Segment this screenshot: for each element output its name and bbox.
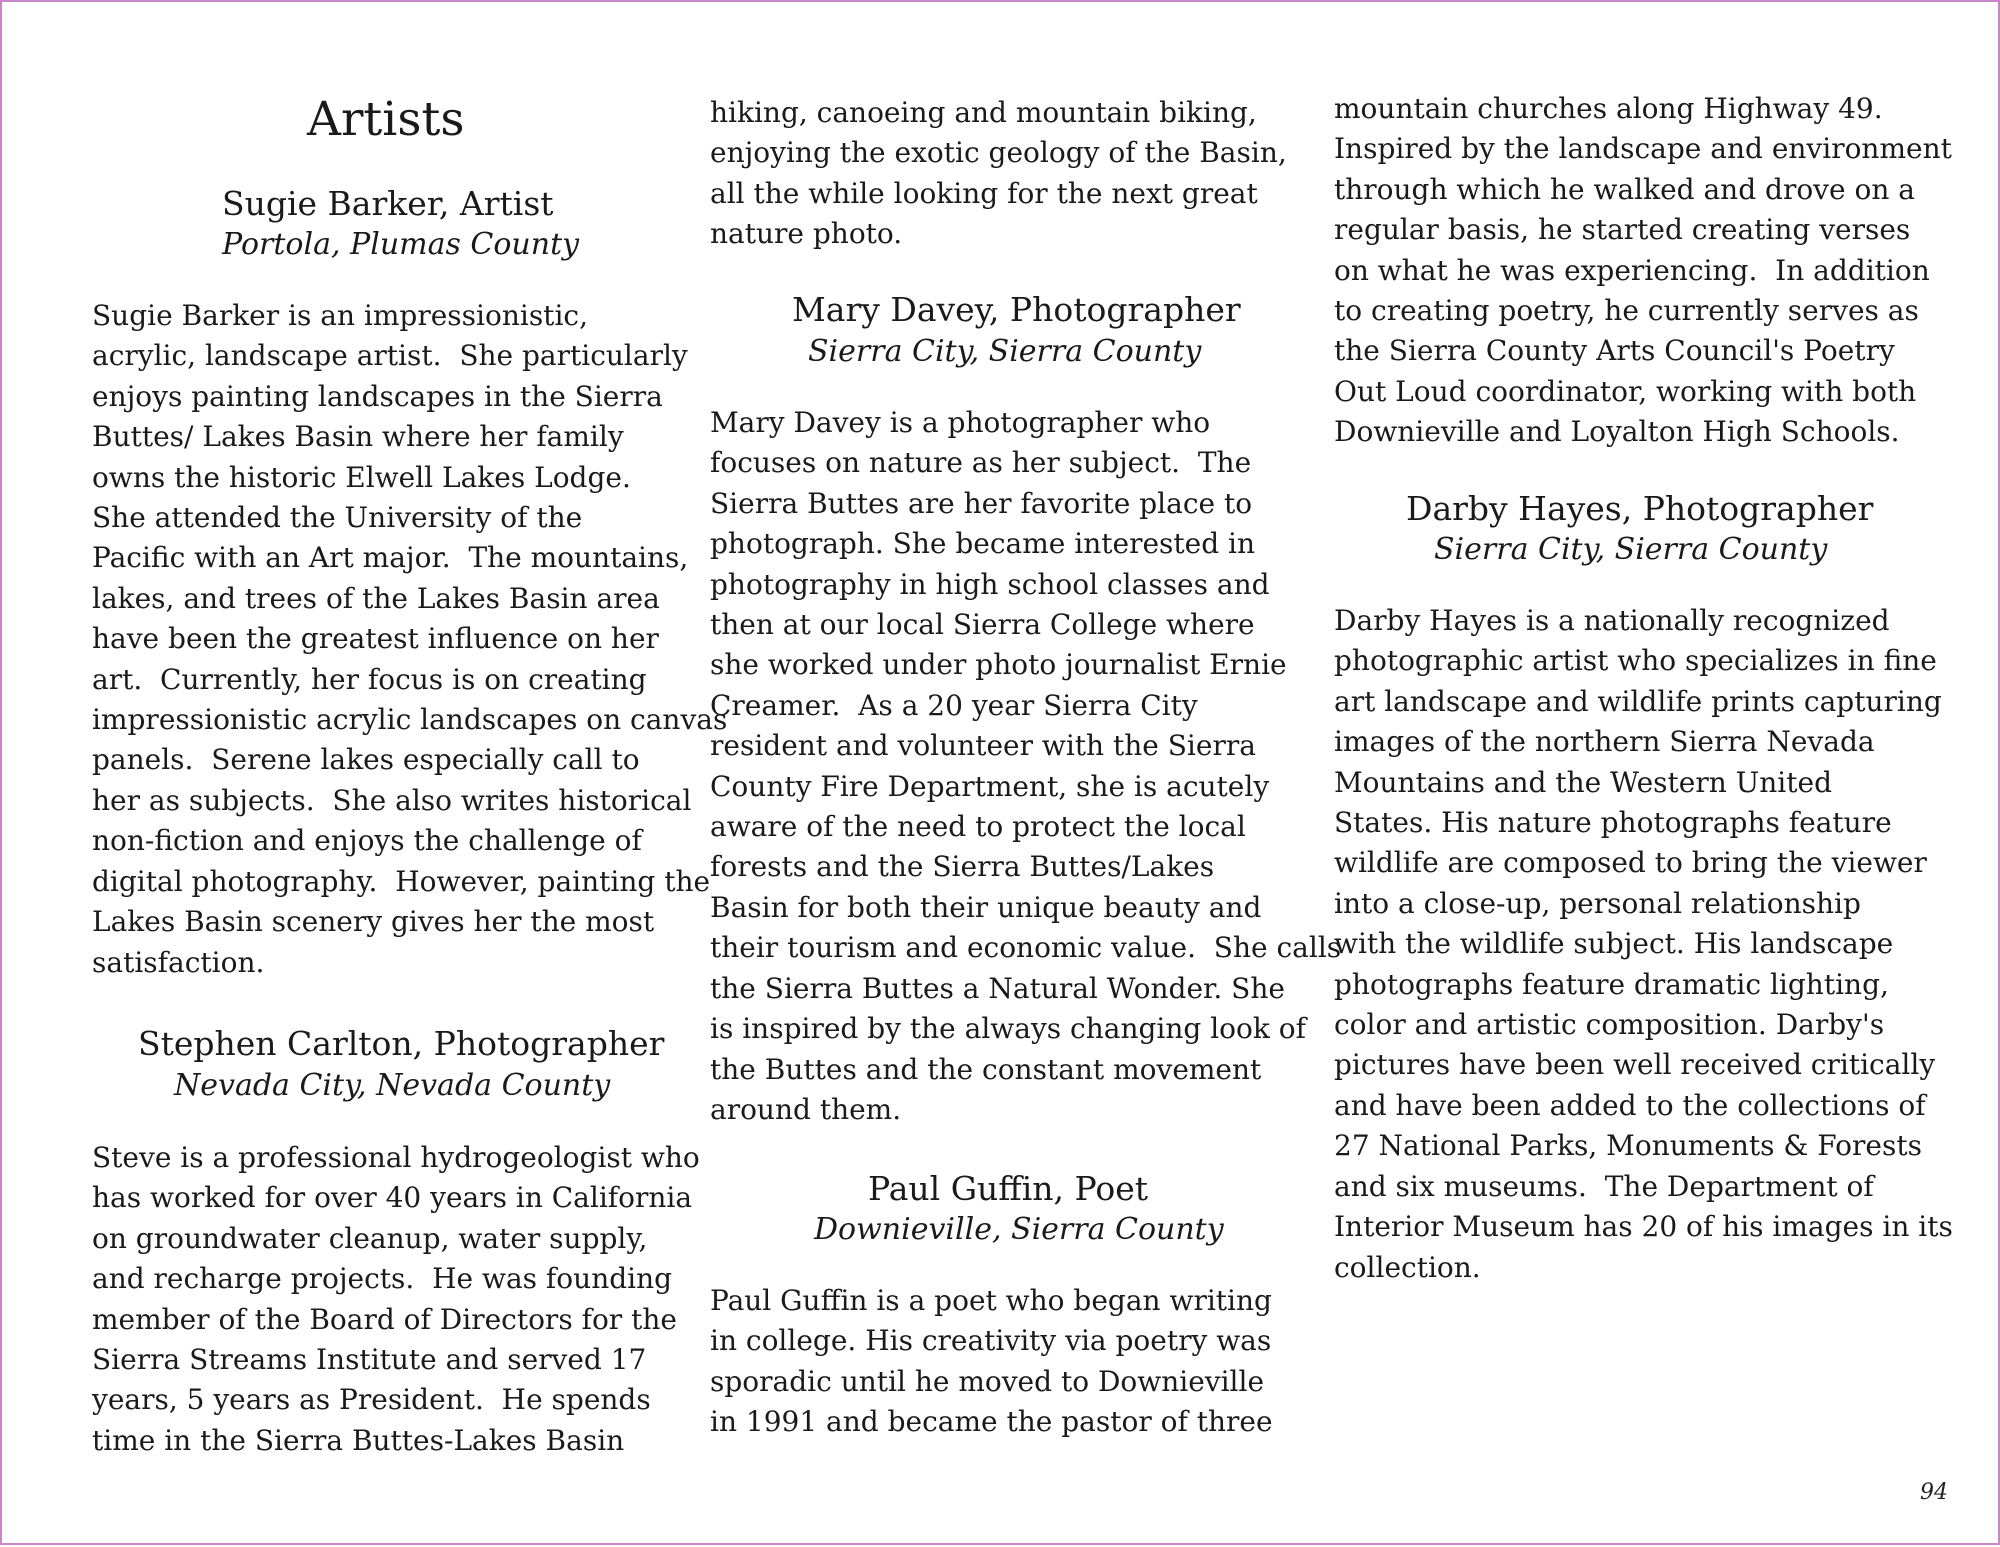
text-line: Basin for both their unique beauty and [710, 890, 1262, 924]
text-line: owns the historic Elwell Lakes Lodge. [92, 460, 631, 494]
entry-place-sugie-barker: Portola, Plumas County [222, 227, 580, 262]
text-line: art. Currently, her focus is on creating [92, 662, 647, 696]
entry-bio-darby-hayes [1334, 601, 1953, 1288]
entry-place-darby-hayes: Sierra City, Sierra County [1434, 532, 1828, 567]
text-line: in college. His creativity via poetry was [710, 1324, 1272, 1358]
text-line: States. His nature photographs feature [1334, 806, 1892, 840]
text-line: enjoys painting landscapes in the Sierra [92, 379, 663, 413]
column-middle [710, 2, 1342, 1547]
text-line: the Buttes and the constant movement [710, 1052, 1262, 1086]
text-line: Pacific with an Art major. The mountains, [92, 541, 689, 575]
text-line: with the wildlife subject. His landscape [1334, 927, 1894, 961]
text-line: Mountains and the Western United [1334, 765, 1833, 799]
column-left [92, 2, 728, 1547]
entry-bio-mary-davey [710, 403, 1341, 1130]
text-line: member of the Board of Directors for the [92, 1302, 677, 1336]
text-line: collection. [1334, 1250, 1481, 1284]
text-line: regular basis, he started creating verses [1334, 213, 1911, 247]
text-line: their tourism and economic value. She calls [710, 931, 1342, 965]
text-line: Mary Davey is a photographer who [710, 406, 1211, 439]
entry-name-mary-davey: Mary Davey, Photographer [792, 290, 1241, 329]
text-line: Darby Hayes is a nationally recognized [1334, 604, 1890, 637]
text-line: pictures have been well received critically [1334, 1048, 1936, 1082]
text-line: is inspired by the always changing look of [710, 1012, 1306, 1046]
text-line: photography in high school classes and [710, 567, 1270, 601]
text-line: sporadic until he moved to Downieville [710, 1364, 1265, 1398]
text-line: through which he walked and drove on a [1334, 172, 1915, 206]
text-line: hiking, canoeing and mountain biking, [710, 96, 1257, 129]
entry-place-mary-davey: Sierra City, Sierra County [808, 334, 1202, 369]
text-line: digital photography. However, painting the [92, 864, 711, 898]
text-line: Out Loud coordinator, working with both [1334, 374, 1917, 408]
text-line: she worked under photo journalist Ernie [710, 648, 1287, 682]
text-line: Creamer. As a 20 year Sierra City [710, 688, 1198, 722]
text-line: art landscape and wildlife prints capturing [1334, 684, 1942, 718]
text-line: impressionistic acrylic landscapes on canvas [92, 703, 728, 737]
text-line: Lakes Basin scenery gives her the most [92, 905, 655, 939]
text-line: the Sierra Buttes a Natural Wonder. She [710, 971, 1285, 1005]
text-line: Buttes/ Lakes Basin where her family [92, 420, 624, 454]
entry-place-paul-guffin: Downieville, Sierra County [814, 1212, 1224, 1247]
text-line: Paul Guffin is a poet who began writing [710, 1284, 1272, 1317]
text-line: photograph. She became interested in [710, 527, 1256, 561]
text-line: her as subjects. She also writes historical [92, 783, 692, 817]
entry-name-paul-guffin: Paul Guffin, Poet [868, 1169, 1149, 1208]
text-line: Interior Museum has 20 of his images in its [1334, 1210, 1953, 1244]
text-line: Downieville and Loyalton High Schools. [1334, 415, 1900, 449]
text-line: in 1991 and became the pastor of three [710, 1405, 1273, 1439]
text-line: and six museums. The Department of [1334, 1169, 1874, 1203]
text-line: lakes, and trees of the Lakes Basin area [92, 581, 660, 615]
entry-name-darby-hayes: Darby Hayes, Photographer [1406, 489, 1874, 528]
text-line: around them. [710, 1092, 902, 1126]
text-line: time in the Sierra Buttes-Lakes Basin [92, 1423, 625, 1457]
entry-bio-paul-guffin [710, 1281, 1273, 1443]
entry-bio-paul-guffin-continued [1334, 89, 1952, 453]
text-line: color and artistic composition. Darby's [1334, 1008, 1885, 1042]
text-line: 27 National Parks, Monuments & Forests [1334, 1129, 1922, 1163]
text-line: County Fire Department, she is acutely [710, 769, 1270, 803]
text-line: images of the northern Sierra Nevada [1334, 725, 1875, 759]
entry-bio-stephen-carlton-continued [710, 93, 1287, 255]
text-line: the Sierra County Arts Council's Poetry [1334, 334, 1895, 368]
text-line: resident and volunteer with the Sierra [710, 729, 1256, 763]
text-line: Steve is a professional hydrogeologist who [92, 1141, 700, 1174]
text-line: panels. Serene lakes especially call to [92, 743, 640, 777]
text-line: Sugie Barker is an impressionistic, [92, 299, 588, 332]
text-line: on groundwater cleanup, water supply, [92, 1221, 648, 1255]
page-number: 94 [1920, 1480, 1948, 1505]
text-line: Sierra Streams Institute and served 17 [92, 1343, 647, 1377]
text-line: photographic artist who specializes in fine [1334, 644, 1937, 678]
entry-name-stephen-carlton: Stephen Carlton, Photographer [138, 1024, 665, 1063]
text-line: on what he was experiencing. In addition [1334, 253, 1930, 287]
text-line: nature photo. [710, 217, 903, 251]
text-line: wildlife are composed to bring the viewer [1334, 846, 1927, 880]
text-line: focuses on nature as her subject. The [710, 446, 1252, 480]
text-line: Sierra Buttes are her favorite place to [710, 486, 1253, 520]
text-line: and recharge projects. He was founding [92, 1262, 673, 1296]
text-line: into a close-up, personal relationship [1334, 886, 1861, 920]
text-line: satisfaction. [92, 945, 265, 979]
text-line: aware of the need to protect the local [710, 810, 1246, 844]
entry-name-sugie-barker: Sugie Barker, Artist [222, 184, 554, 223]
text-line: forests and the Sierra Buttes/Lakes [710, 850, 1215, 884]
text-line: to creating poetry, he currently serves as [1334, 294, 1919, 328]
text-line: and have been added to the collections of [1334, 1088, 1926, 1122]
text-line: Inspired by the landscape and environment [1334, 132, 1952, 166]
text-line: has worked for over 40 years in California [92, 1181, 693, 1215]
text-line: acrylic, landscape artist. She particularly [92, 339, 688, 373]
entry-bio-stephen-carlton [92, 1138, 700, 1461]
entry-bio-sugie-barker [92, 296, 727, 983]
text-line: enjoying the exotic geology of the Basin, [710, 136, 1287, 170]
text-line: mountain churches along Highway 49. [1334, 92, 1883, 125]
text-line: photographs feature dramatic lighting, [1334, 967, 1889, 1001]
text-line: She attended the University of the [92, 501, 583, 535]
text-line: non-fiction and enjoys the challenge of [92, 824, 642, 858]
text-line: years, 5 years as President. He spends [92, 1383, 651, 1417]
section-title: Artists [307, 92, 465, 147]
entry-place-stephen-carlton: Nevada City, Nevada County [174, 1068, 611, 1103]
text-line: all the while looking for the next great [710, 176, 1258, 210]
text-line: then at our local Sierra College where [710, 608, 1255, 642]
text-line: have been the greatest influence on her [92, 622, 659, 656]
